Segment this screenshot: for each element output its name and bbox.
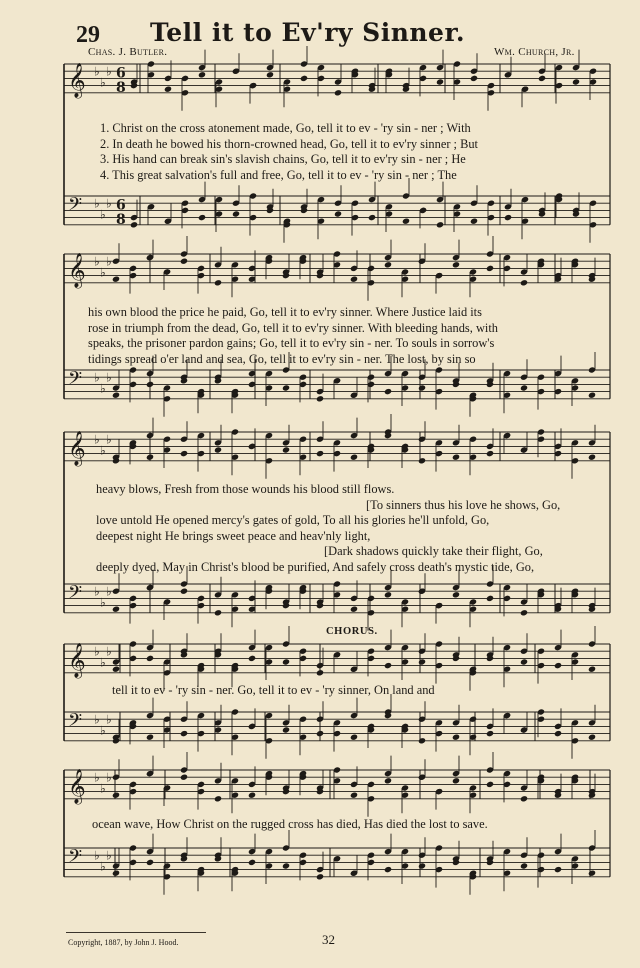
note-head (588, 666, 596, 673)
note-head (384, 777, 392, 784)
note-head (282, 384, 290, 391)
treble-clef-icon: 𝄞 (68, 430, 86, 466)
note-head (418, 862, 426, 869)
note-head (112, 392, 120, 399)
note-head (130, 221, 138, 228)
note-head (486, 781, 494, 788)
note-head (538, 75, 546, 82)
note-head (572, 78, 580, 85)
note-head (180, 588, 188, 595)
flat-icon: ♭ (94, 196, 100, 211)
flat-icon: ♭ (106, 712, 112, 727)
bass-clef-icon: 𝄢 (68, 710, 83, 736)
note-head (384, 261, 392, 268)
verse-line: 4. This great salvation's full and free, Go, tell it to ev - 'ry sin - ner ; The (100, 167, 457, 182)
footer-rule (66, 932, 206, 933)
flat-icon: ♭ (106, 770, 112, 785)
verse-line: 3. His hand can break sin's slavish chains, Go, tell it to ev'ry sin - ner ; He (100, 152, 466, 166)
chorus-label: CHORUS. (326, 626, 378, 637)
flat-icon: ♭ (100, 381, 106, 396)
time-signature-denominator: 8 (116, 212, 126, 229)
note-head (588, 734, 596, 741)
note-head (180, 774, 188, 781)
note-head (418, 737, 426, 744)
flat-icon: ♭ (94, 370, 100, 385)
note-head (368, 214, 376, 221)
note-head (418, 457, 426, 464)
flat-icon: ♭ (100, 265, 106, 280)
note-head (384, 662, 392, 669)
verse-line: deeply dyed, May in Christ's blood be purified, And safely cross death's mystic tide, Go, (96, 559, 535, 574)
note-head (418, 384, 426, 391)
note-head (588, 870, 596, 877)
note-head (282, 726, 290, 733)
note-head (316, 450, 324, 457)
flat-icon: ♭ (106, 196, 112, 211)
note-head (316, 669, 324, 676)
note-head (470, 218, 478, 225)
note-head (146, 734, 154, 741)
chorus-line: ocean wave, How Christ on the rugged cross has died, Has died the lost to save. (92, 817, 488, 831)
note-head (214, 609, 222, 616)
note-head (452, 591, 460, 598)
note-head (214, 795, 222, 802)
note-head (350, 792, 358, 799)
note-head (350, 734, 358, 741)
bass-clef-icon: 𝄢 (68, 846, 83, 872)
flat-icon: ♭ (94, 584, 100, 599)
verse-line: tidings spread o'er land and sea, Go, tell it to ev'ry sin - ner. The lost, by sin so (88, 351, 476, 366)
note-head (436, 78, 444, 85)
verse-line: heavy blows, Fresh from those wounds his blood still flows. (96, 482, 395, 496)
note-head (180, 730, 188, 737)
flat-icon: ♭ (106, 584, 112, 599)
note-head (384, 388, 392, 395)
chorus-line: tell it to ev - 'ry sin - ner. Go, tell it to ev - 'ry sinner, On land and (112, 683, 435, 697)
hymn-title: Tell it to Ev'ry Sinner. (150, 18, 466, 47)
flat-icon: ♭ (94, 712, 100, 727)
note-head (436, 221, 444, 228)
time-signature-numerator: 6 (116, 65, 126, 82)
note-head (486, 595, 494, 602)
note-head (486, 265, 494, 272)
verse-line: [Dark shadows quickly take their flight, Go, (324, 544, 543, 558)
note-head (588, 454, 596, 461)
bass-clef-icon: 𝄢 (68, 194, 83, 220)
treble-clef-icon: 𝄞 (68, 62, 86, 98)
note-head (554, 662, 562, 669)
verse-line: love untold He opened mercy's gates of gold, To all his glories he'll unfold, Go, (96, 513, 490, 527)
chorus-lyrics-2 (92, 817, 488, 833)
note-head (300, 75, 308, 82)
note-head (452, 777, 460, 784)
flat-icon: ♭ (100, 443, 106, 458)
note-head (350, 454, 358, 461)
note-head (334, 210, 342, 217)
note-head (520, 795, 528, 802)
note-head (112, 606, 120, 613)
flat-icon: ♭ (106, 254, 112, 269)
note-head (554, 866, 562, 873)
note-head (554, 730, 562, 737)
note-head (266, 71, 274, 78)
note-head (520, 384, 528, 391)
chorus-lyrics-1 (112, 683, 435, 699)
note-head (180, 258, 188, 265)
flat-icon: ♭ (100, 655, 106, 670)
note-head (402, 218, 410, 225)
note-head (232, 210, 240, 217)
note-head (146, 859, 154, 866)
flat-icon: ♭ (100, 207, 106, 222)
note-head (520, 658, 528, 665)
composer-credit: Wm. Church, Jr. (494, 46, 575, 58)
note-head (520, 279, 528, 286)
verse-line: rose in triumph from the dead, Go, tell it to ev'ry sinner. With bleeding hands, with (88, 320, 498, 335)
flat-icon: ♭ (100, 75, 106, 90)
note-head (198, 71, 206, 78)
treble-clef-icon: 𝄞 (68, 768, 86, 804)
note-head (248, 859, 256, 866)
verse-line: speaks, the prisoner pardon gains; Go, tell it to ev'ry sin - ner. To souls in sorrow's (88, 336, 495, 350)
verse-line: deepest night He brings sweet peace and heav'nly light, (96, 528, 371, 543)
note-head (588, 392, 596, 399)
bass-clef-icon: 𝄢 (68, 368, 83, 394)
lyricist-credit: Chas. J. Butler. (88, 46, 168, 58)
page-number: 32 (322, 932, 335, 947)
note-head (248, 792, 256, 799)
note-head (180, 450, 188, 457)
note-head (486, 730, 494, 737)
note-head (452, 261, 460, 268)
note-head (146, 381, 154, 388)
hymn-number: 29 (76, 22, 100, 48)
note-head (486, 450, 494, 457)
note-head (316, 873, 324, 880)
verse-line: his own blood the price he paid, Go, tell it to ev'ry sinner. Where Justice laid its (88, 305, 482, 319)
flat-icon: ♭ (106, 370, 112, 385)
flat-icon: ♭ (94, 770, 100, 785)
note-head (470, 75, 478, 82)
flat-icon: ♭ (94, 254, 100, 269)
copyright-notice: Copyright, 1887, by John J. Hood. (68, 938, 179, 947)
note-head (520, 862, 528, 869)
note-head (146, 655, 154, 662)
flat-icon: ♭ (94, 64, 100, 79)
note-head (316, 395, 324, 402)
note-head (112, 792, 120, 799)
time-signature-numerator: 6 (116, 197, 126, 214)
note-head (334, 89, 342, 96)
note-head (350, 276, 358, 283)
note-head (112, 276, 120, 283)
time-signature-denominator: 8 (116, 80, 126, 97)
note-head (248, 655, 256, 662)
flat-icon: ♭ (106, 644, 112, 659)
note-head (350, 606, 358, 613)
verse-line: [To sinners thus his love he shows, Go, (366, 497, 561, 512)
flat-icon: ♭ (100, 723, 106, 738)
bass-clef-icon: 𝄢 (68, 582, 83, 608)
verse-lyrics-system-3 (96, 482, 616, 575)
treble-clef-icon: 𝄞 (68, 252, 86, 288)
note-head (282, 446, 290, 453)
note-head (282, 862, 290, 869)
note-head (112, 870, 120, 877)
note-head (520, 609, 528, 616)
flat-icon: ♭ (100, 595, 106, 610)
note-head (214, 279, 222, 286)
note-head (198, 214, 206, 221)
treble-clef-icon: 𝄞 (68, 642, 86, 678)
flat-icon: ♭ (106, 64, 112, 79)
flat-icon: ♭ (106, 432, 112, 447)
flat-icon: ♭ (100, 781, 106, 796)
flat-icon: ♭ (94, 848, 100, 863)
verse-lyrics-system-2 (88, 305, 498, 367)
flat-icon: ♭ (100, 859, 106, 874)
note-head (164, 86, 172, 93)
note-head (112, 666, 120, 673)
note-head (384, 591, 392, 598)
flat-icon: ♭ (106, 848, 112, 863)
note-head (452, 734, 460, 741)
verse-line: 1. Christ on the cross atonement made, Go, tell it to ev - 'ry sin - ner ; With (100, 121, 471, 135)
note-head (452, 454, 460, 461)
note-head (146, 454, 154, 461)
note-head (214, 446, 222, 453)
note-head (384, 866, 392, 873)
note-head (418, 658, 426, 665)
flat-icon: ♭ (94, 432, 100, 447)
note-head (282, 658, 290, 665)
verse-line: 2. In death he bowed his thorn-crowned head, Go, tell it to ev'ry sinner ; But (100, 136, 478, 151)
note-head (316, 730, 324, 737)
flat-icon: ♭ (94, 644, 100, 659)
note-head (504, 214, 512, 221)
verse-lyrics-system-1 (100, 121, 478, 183)
